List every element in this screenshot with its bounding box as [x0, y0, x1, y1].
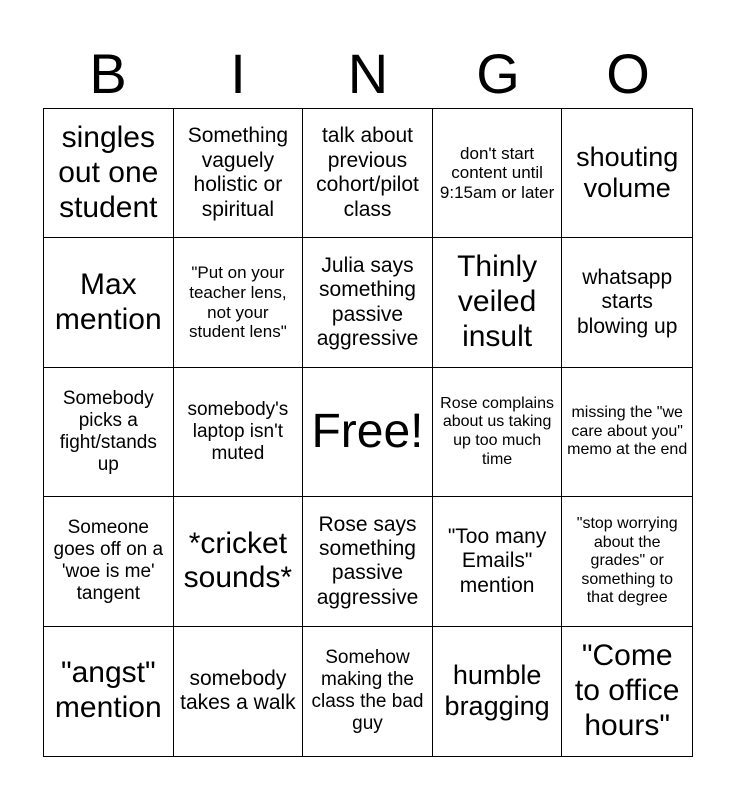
cell-text: don't start content until 9:15am or later	[439, 143, 555, 203]
header-letter-n: N	[347, 42, 389, 105]
header-letter-g: G	[476, 42, 520, 105]
bingo-cell[interactable]	[562, 109, 692, 238]
bingo-cell[interactable]	[562, 368, 692, 497]
bingo-cell[interactable]	[303, 109, 433, 238]
cell-text: "Come to office hours"	[574, 639, 680, 742]
bingo-cell[interactable]	[44, 627, 174, 756]
cell-text: singles out one student	[58, 121, 159, 224]
bingo-cell[interactable]	[433, 627, 563, 756]
cell-text: "angst" mention	[54, 656, 162, 725]
bingo-cell[interactable]	[174, 497, 304, 626]
cell-text: whatsapp starts blowing up	[576, 266, 678, 338]
bingo-cell[interactable]	[433, 238, 563, 367]
bingo-cell[interactable]	[174, 109, 304, 238]
cell-text: talk about previous cohort/pilot class	[316, 124, 419, 221]
header-letter-o: O	[606, 42, 650, 105]
bingo-cell[interactable]	[433, 497, 563, 626]
cell-text: humble bragging	[444, 659, 550, 722]
header-letter-b: B	[89, 42, 127, 105]
cell-text: "stop worrying about the grades" or something to that degree	[576, 515, 678, 607]
bingo-cell[interactable]	[433, 368, 563, 497]
header-letter-i: I	[230, 42, 246, 105]
free-space-cell[interactable]	[303, 368, 433, 497]
bingo-cell[interactable]	[562, 627, 692, 756]
bingo-cell[interactable]	[303, 497, 433, 626]
cell-text: Somehow making the class the bad guy	[311, 647, 424, 735]
cell-text: Rose says something passive aggressive	[316, 512, 419, 609]
cell-text: somebody's laptop isn't muted	[187, 398, 289, 464]
cell-text: Someone goes off on a 'woe is me' tangent	[53, 517, 164, 605]
cell-text: Somebody picks a fight/stands up	[59, 387, 157, 476]
bingo-cell[interactable]	[174, 238, 304, 367]
cell-text: "Put on your teacher lens, not your student lens"	[189, 263, 287, 342]
bingo-header	[43, 40, 693, 108]
cell-text: Rose complains about us taking up too much time	[440, 394, 554, 468]
bingo-cell[interactable]	[44, 368, 174, 497]
bingo-cell[interactable]	[174, 627, 304, 756]
cell-text: Julia says something passive aggressive	[316, 253, 419, 350]
bingo-cell[interactable]	[44, 238, 174, 367]
free-space-text: Free!	[311, 405, 424, 459]
bingo-board	[43, 108, 693, 757]
cell-text: Max mention	[54, 267, 162, 336]
cell-text: Thinly veiled insult	[457, 250, 538, 353]
bingo-cell[interactable]	[44, 497, 174, 626]
bingo-cell[interactable]	[174, 368, 304, 497]
bingo-cell[interactable]	[303, 627, 433, 756]
cell-text: Something vaguely holistic or spiritual	[187, 124, 289, 221]
bingo-cell[interactable]	[562, 238, 692, 367]
bingo-cell[interactable]	[303, 238, 433, 367]
bingo-cell[interactable]	[562, 497, 692, 626]
cell-text: shouting volume	[576, 141, 679, 204]
bingo-cell[interactable]	[433, 109, 563, 238]
cell-text: *cricket sounds*	[183, 526, 293, 595]
bingo-cell[interactable]	[44, 109, 174, 238]
cell-text: "Too many Emails" mention	[447, 524, 547, 597]
cell-text: somebody takes a walk	[180, 666, 296, 715]
cell-text: missing the "we care about you" memo at the end	[567, 404, 688, 459]
